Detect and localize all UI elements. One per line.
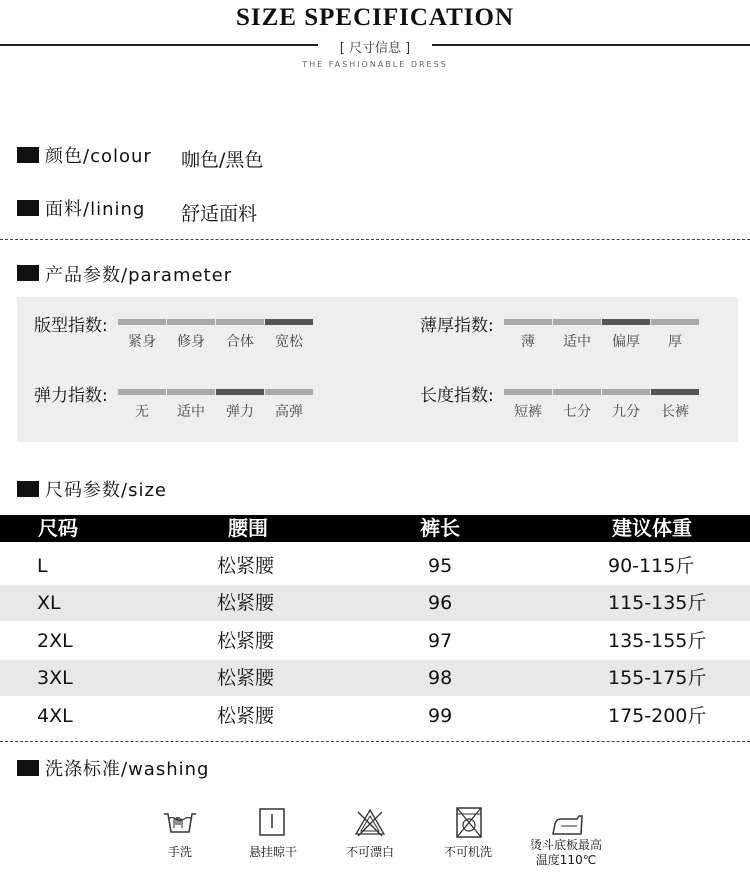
size-cell: 4XL: [37, 705, 73, 727]
scale-segment: [216, 319, 264, 325]
washing-heading: 洗涤标准/washing: [45, 759, 210, 780]
weight-cell: 175-200斤: [608, 705, 707, 727]
thickness-index-label: 薄厚指数:: [420, 316, 494, 336]
fit-index-label: 版型指数:: [34, 316, 108, 336]
waist-cell: 松紧腰: [217, 555, 275, 577]
scale-option: 合体: [226, 334, 254, 350]
table-row: [0, 548, 750, 584]
iron-temp-label: 温度110℃: [535, 853, 597, 867]
column-header-waist: 腰围: [228, 516, 268, 540]
scale-option: 紧身: [128, 334, 156, 350]
scale-option: 无: [135, 404, 149, 420]
table-row: [0, 698, 750, 734]
weight-cell: 90-115斤: [608, 555, 695, 577]
size-cell: L: [37, 555, 48, 577]
size-cell: XL: [37, 592, 61, 614]
scale-option: 弹力: [226, 404, 254, 420]
length-cell: 95: [428, 555, 453, 577]
length-cell: 96: [428, 592, 453, 614]
waist-cell: 松紧腰: [217, 592, 275, 614]
bullet-square-icon: [17, 265, 39, 281]
weight-cell: 135-155斤: [608, 630, 707, 652]
bullet-square-icon: [17, 481, 39, 497]
length-index-label: 长度指数:: [420, 386, 494, 406]
no-machine-wash-icon: [449, 806, 489, 840]
section-divider: [0, 239, 750, 240]
length-cell: 99: [428, 705, 453, 727]
scale-option: 七分: [563, 404, 591, 420]
column-header-weight: 建议体重: [612, 516, 692, 540]
length-cell: 98: [428, 667, 453, 689]
scale-segment: [167, 319, 215, 325]
scale-segment: [602, 319, 650, 325]
scale-segment: [167, 389, 215, 395]
size-cell: 3XL: [37, 667, 73, 689]
scale-segment: [265, 319, 313, 325]
no-machine-wash-label: 不可机洗: [443, 845, 492, 859]
parameter-heading: 产品参数/parameter: [45, 265, 233, 286]
scale-segment: [651, 389, 699, 395]
scale-option: 修身: [177, 334, 205, 350]
colour-value: 咖色/黑色: [181, 149, 264, 171]
scale-segment: [118, 319, 166, 325]
scale-segment: [265, 389, 313, 395]
scale-segment: [651, 319, 699, 325]
size-cell: 2XL: [37, 630, 73, 652]
lining-value: 舒适面料: [181, 203, 258, 225]
scale-option: 适中: [563, 334, 591, 350]
bullet-square-icon: [17, 200, 39, 216]
bullet-square-icon: [17, 760, 39, 776]
colour-label: 颜色/colour: [45, 146, 152, 167]
hand-wash-label: 手洗: [167, 845, 192, 859]
no-bleach-label: 不可漂白: [345, 845, 394, 859]
hang-dry-label: 悬挂晾干: [248, 845, 297, 859]
weight-cell: 115-135斤: [608, 592, 707, 614]
scale-option: 适中: [177, 404, 205, 420]
scale-option: 长裤: [661, 404, 689, 420]
size-heading: 尺码参数/size: [45, 480, 167, 501]
weight-cell: 155-175斤: [608, 667, 707, 689]
table-row: [0, 623, 750, 659]
page-tagline: THE FASHIONABLE DRESS: [302, 60, 448, 69]
waist-cell: 松紧腰: [217, 630, 275, 652]
scale-option: 短裤: [514, 404, 542, 420]
waist-cell: 松紧腰: [217, 705, 275, 727]
table-row: [0, 585, 750, 621]
scale-segment: [216, 389, 264, 395]
scale-segment: [602, 389, 650, 395]
scale-option: 九分: [612, 404, 640, 420]
iron-icon: [547, 808, 587, 842]
scale-option: 高弹: [275, 404, 303, 420]
column-header-size: 尺码: [38, 516, 78, 540]
no-bleach-icon: [350, 806, 390, 840]
lining-label: 面料/lining: [45, 199, 146, 220]
size-table-header: [0, 515, 750, 542]
page-title: SIZE SPECIFICATION: [235, 4, 515, 31]
scale-option: 厚: [668, 334, 682, 350]
scale-segment: [504, 389, 552, 395]
table-row: [0, 660, 750, 696]
hand-wash-icon: [160, 806, 200, 840]
bullet-square-icon: [17, 147, 39, 163]
scale-option: 宽松: [275, 334, 303, 350]
waist-cell: 松紧腰: [217, 667, 275, 689]
scale-segment: [553, 319, 601, 325]
elasticity-index-label: 弹力指数:: [34, 386, 108, 406]
section-divider: [0, 741, 750, 742]
scale-segment: [118, 389, 166, 395]
scale-option: 薄: [521, 334, 535, 350]
scale-segment: [553, 389, 601, 395]
scale-segment: [504, 319, 552, 325]
page-subtitle: [ 尺寸信息 ]: [339, 41, 411, 56]
length-cell: 97: [428, 630, 453, 652]
scale-option: 偏厚: [612, 334, 640, 350]
column-header-length: 裤长: [420, 516, 460, 540]
hang-dry-icon: [252, 806, 292, 840]
iron-label: 烫斗底板最高: [529, 838, 602, 852]
